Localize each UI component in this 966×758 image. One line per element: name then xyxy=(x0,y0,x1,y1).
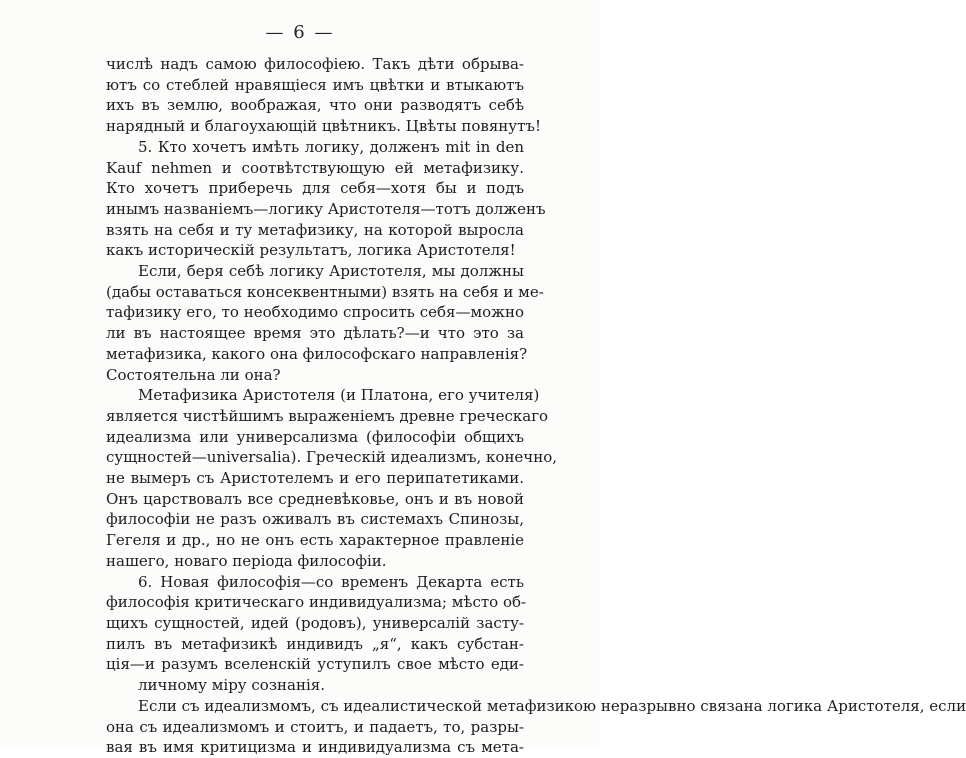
text-line: личному мiру сознанiя. xyxy=(138,676,325,695)
text-line: 6. Новая философiя—со временъ Декарта есть xyxy=(138,572,524,591)
text-line: взять на себя и ту метафизику, на которой выросла xyxy=(106,220,524,239)
text-line: тафизику его, то необходимо спросить себя—можно xyxy=(106,303,524,322)
text-line: числѣ надъ самою философiею. Такъ дѣти обрыва- xyxy=(106,55,524,73)
text-line: философiя критическаго индивидуализма; мѣсто об- xyxy=(106,593,527,612)
text-line: она съ идеализмомъ и стоитъ, и падаетъ, то, разры- xyxy=(106,717,524,736)
text-line: не вымеръ съ Аристотелемъ и его перипатетиками. xyxy=(106,469,524,488)
text-line: ютъ со стеблей нравящiеся имъ цвѣтки и втыкаютъ xyxy=(106,75,524,94)
text-line: идеализма или универсализма (философiи общихъ xyxy=(106,427,524,446)
text-line: 5. Кто хочетъ имѣть логику, долженъ mit in den xyxy=(138,137,524,156)
text-line: Если, беря себѣ логику Аристотеля, мы должны xyxy=(138,262,524,281)
text-line: Если съ идеализмомъ, съ идеалистической метафизикою неразрывно связана логика Аристотеля, если xyxy=(138,696,966,715)
text-line: Онъ царствовалъ все средневѣковье, онъ и въ новой xyxy=(106,489,524,508)
text-line: вая въ имя критицизма и индивидуализма съ мета- xyxy=(106,738,524,757)
text-line: Гегеля и др., но не онъ есть характерное правленiе xyxy=(106,531,524,550)
text-line: философiи не разъ оживалъ въ системахъ Спинозы, xyxy=(106,510,524,529)
text-line: пилъ въ метафизикѣ индивидъ „я“, какъ субстан- xyxy=(106,634,524,653)
page-number: — 6 — xyxy=(265,22,335,43)
text-line: сущностей—universalia). Греческiй идеализмъ, конечно, xyxy=(106,448,558,467)
text-line: какъ историческiй результатъ, логика Аристотеля! xyxy=(106,241,516,260)
text-line: нарядный и благоухающiй цвѣтникъ. Цвѣты повянутъ! xyxy=(106,117,541,136)
text-body xyxy=(106,54,966,758)
text-line: (дабы оставаться консеквентными) взять на себя и ме- xyxy=(106,282,544,301)
text-line: Kauf nehmen и соотвѣтствующую ей метафизику. xyxy=(106,158,524,177)
text-line: нашего, новаго перiода философiи. xyxy=(106,551,387,570)
text-line: Состоятельна ли она? xyxy=(106,365,281,384)
text-line: ихъ въ землю, воображая, что они разводятъ себѣ xyxy=(106,96,524,115)
text-line: метафизика, какого она философскаго направленiя? xyxy=(106,344,528,363)
text-line: щихъ сущностей, идей (родовъ), универсалiй засту- xyxy=(106,613,524,632)
text-line: ли въ настоящее время это дѣлать?—и что это за xyxy=(106,324,524,343)
text-line: является чистѣйшимъ выраженiемъ древне греческаго xyxy=(106,406,549,425)
text-line: инымъ названiемъ—логику Аристотеля—тотъ долженъ xyxy=(106,199,546,218)
text-line: цiя—и разумъ вселенскiй уступилъ свое мѣсто еди- xyxy=(106,655,524,674)
text-line: Кто хочетъ приберечь для себя—хотя бы и подъ xyxy=(106,179,524,198)
text-line: Метафизика Аристотеля (и Платона, его учителя) xyxy=(138,386,540,405)
